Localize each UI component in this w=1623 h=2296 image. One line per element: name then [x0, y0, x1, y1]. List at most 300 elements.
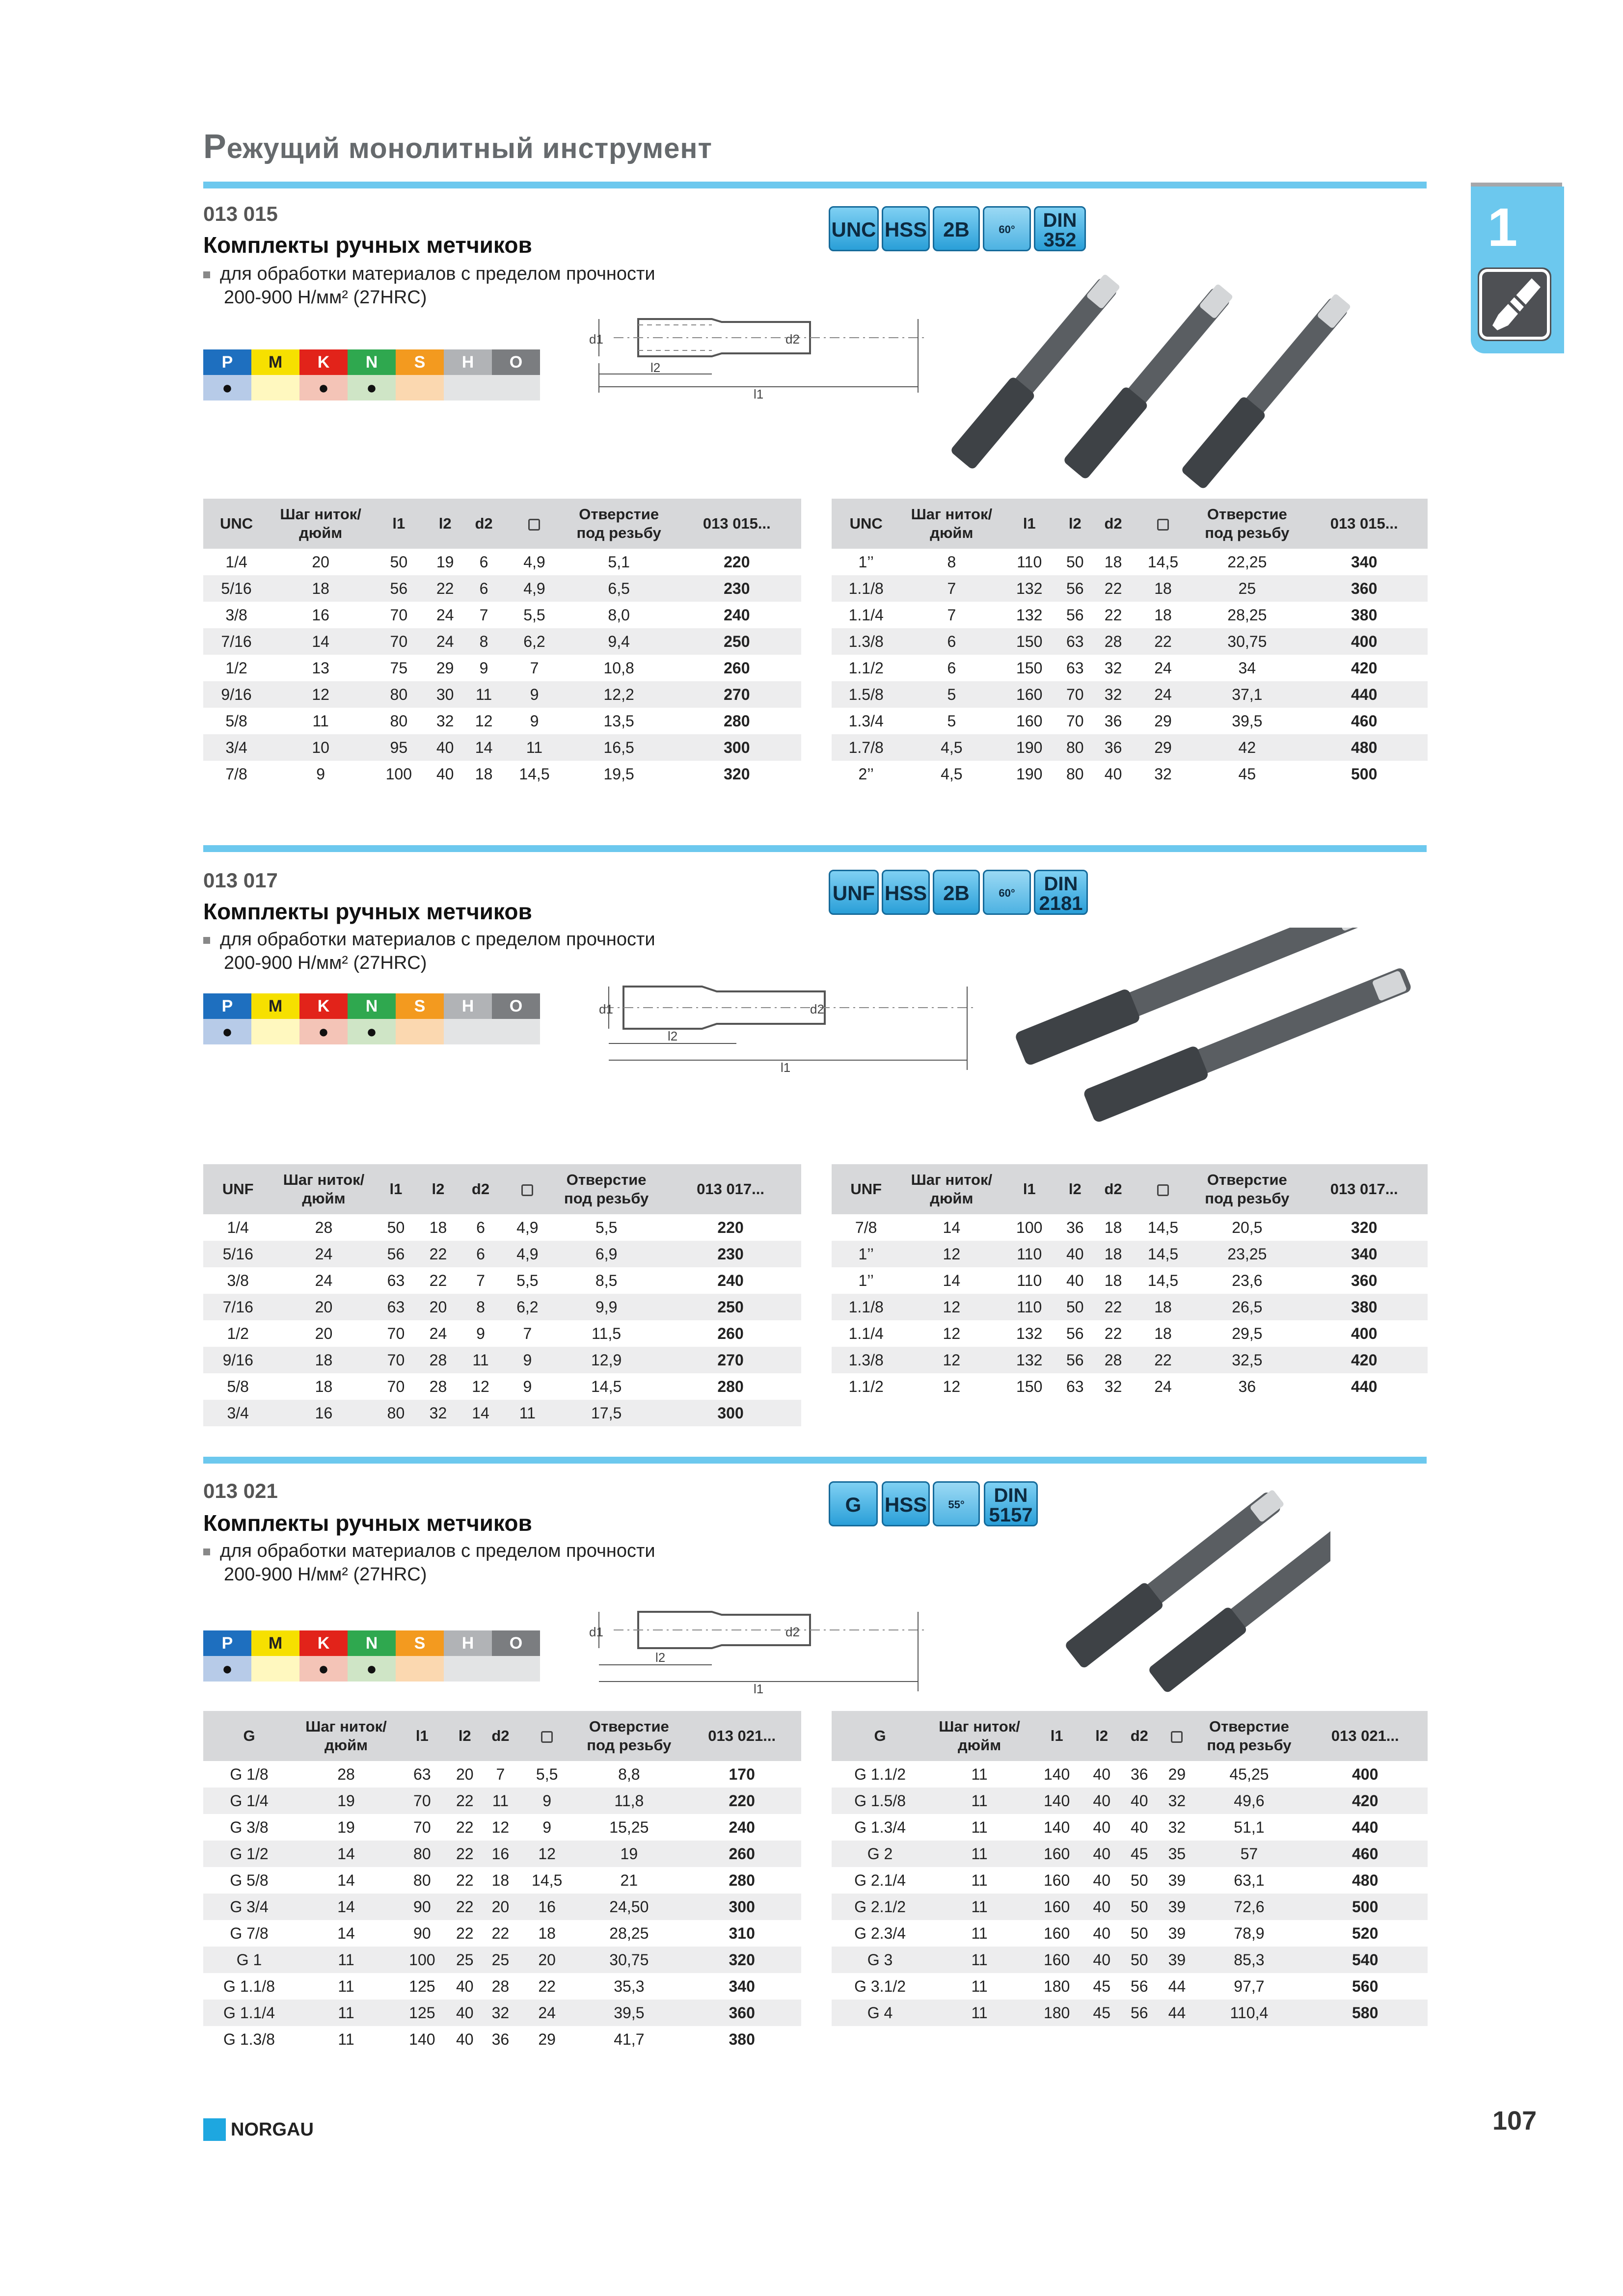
iso-n: N — [348, 993, 396, 1019]
table-cell: 11 — [295, 1947, 397, 1973]
table-cell: 6 — [464, 575, 503, 602]
table-cell: 20 — [312, 553, 329, 571]
table-cell: 32 — [436, 712, 454, 730]
table-cell: 50 — [1066, 553, 1084, 571]
table-cell: 5,5 — [536, 1765, 558, 1783]
table-cell: 12 — [475, 712, 493, 730]
table-cell: 70 — [375, 1347, 417, 1373]
iso-k-mark: ● — [299, 375, 348, 400]
column-header: l2 — [447, 1711, 483, 1761]
column-header: l1 — [375, 1164, 417, 1214]
table-row — [203, 575, 801, 602]
table-row — [832, 761, 1428, 787]
table-row — [832, 1241, 1428, 1267]
table-cell: 22 — [447, 1894, 483, 1920]
table-cell: 36 — [1131, 1765, 1148, 1783]
table-cell: 22,25 — [1227, 553, 1267, 571]
table-cell: 18 — [315, 1377, 333, 1395]
article-number-cell: 300 — [682, 1894, 801, 1920]
table-cell: 6 — [900, 628, 1002, 655]
table-cell: 160 — [1030, 1894, 1083, 1920]
table-cell: 12 — [900, 1241, 1002, 1267]
table-cell: 5 — [947, 712, 956, 730]
table-row — [203, 1241, 801, 1267]
table-cell: 14 — [943, 1271, 961, 1289]
iso-o-mark — [492, 1019, 540, 1044]
table-cell: 8,0 — [608, 606, 630, 624]
table-cell: 132 — [1002, 575, 1056, 602]
table-cell: 11,5 — [592, 1324, 622, 1342]
table-row — [203, 1347, 801, 1373]
table-cell: 6 — [947, 659, 956, 677]
table-cell: 18 — [475, 765, 493, 783]
label-l2: l2 — [650, 360, 661, 375]
iso-m: M — [251, 993, 299, 1019]
table-cell: 56 — [1056, 575, 1094, 602]
label-d1: d1 — [589, 1625, 603, 1639]
table-cell: 15,25 — [609, 1818, 649, 1836]
iso-o-mark — [492, 375, 540, 400]
brand-name: NORGAU — [231, 2119, 314, 2140]
table-cell: 1.7/8 — [832, 734, 900, 761]
table-cell: 40 — [436, 765, 454, 783]
table-cell: 24 — [518, 2000, 575, 2026]
table-cell: 22 — [429, 1271, 447, 1289]
table-row — [832, 2000, 1428, 2026]
column-header: d2 — [1094, 1164, 1132, 1214]
table-cell: 40 — [1093, 1765, 1111, 1783]
badge-unc: UNC — [829, 206, 879, 251]
table-cell: 19 — [337, 1818, 355, 1836]
column-header: Отверстие под резьбу — [575, 1711, 682, 1761]
table-header-row — [832, 1711, 1428, 1761]
table-cell: 1.1/2 — [848, 1377, 884, 1395]
column-header: Шаг ниток/ дюйм — [295, 1711, 397, 1761]
article-number-cell: 360 — [682, 2000, 801, 2026]
article-number-cell: 440 — [1351, 1377, 1378, 1395]
table-cell: 20,5 — [1232, 1218, 1263, 1236]
iso-s: S — [396, 349, 444, 375]
table-cell: G 2.1/4 — [854, 1871, 906, 1889]
table-cell: 40 — [1120, 1788, 1158, 1814]
table-row — [832, 575, 1428, 602]
table-row — [203, 761, 801, 787]
table-cell: 110,4 — [1195, 2000, 1302, 2026]
table-cell: 11 — [971, 1977, 988, 1995]
table-cell: 24 — [1154, 1377, 1172, 1395]
article-number-cell: 320 — [682, 1947, 801, 1973]
table-cell: 16,5 — [566, 734, 673, 761]
table-row — [203, 655, 801, 681]
table-cell: 1/2 — [225, 659, 247, 677]
table-cell: 40 — [456, 1977, 474, 1995]
label-l2: l2 — [655, 1650, 666, 1665]
article-number-cell: 500 — [1351, 765, 1378, 783]
table-cell: 22 — [1104, 606, 1122, 624]
table-cell: 1.5/8 — [832, 681, 900, 708]
table-cell: 110 — [1002, 1294, 1056, 1320]
table-cell: 56 — [372, 575, 426, 602]
article-number-cell: 380 — [1300, 1294, 1428, 1320]
table-cell: 57 — [1195, 1841, 1302, 1867]
table-row — [203, 1920, 801, 1947]
table-cell: 11 — [502, 1400, 553, 1426]
table-cell: 8 — [459, 1294, 502, 1320]
table-cell: G 1 — [203, 1947, 295, 1973]
table-cell: 12 — [518, 1841, 575, 1867]
table-cell: 80 — [390, 712, 408, 730]
table-cell: 70 — [413, 1818, 431, 1836]
table-cell: 28,25 — [609, 1924, 649, 1942]
table-cell: 11 — [928, 2000, 1030, 2026]
table-header-row — [832, 499, 1428, 549]
table-cell: 28 — [337, 1765, 355, 1783]
table-header-row — [203, 1164, 801, 1214]
table-row — [203, 602, 801, 628]
table-cell: 29 — [436, 659, 454, 677]
table-cell: 36 — [1104, 712, 1122, 730]
table-cell: 12 — [491, 1818, 510, 1836]
table-cell: 132 — [1002, 1347, 1056, 1373]
article-number-cell: 250 — [660, 1294, 801, 1320]
table-cell: 63 — [387, 1271, 405, 1289]
table-cell: 18 — [270, 575, 372, 602]
table-cell: 80 — [413, 1871, 431, 1889]
table-cell: 12 — [900, 1347, 1002, 1373]
table-cell: 24 — [426, 628, 464, 655]
table-cell: 1/4 — [227, 1218, 249, 1236]
section-code: 013 017 — [203, 869, 278, 892]
article-number-cell: 440 — [1300, 681, 1428, 708]
table-cell: 4,9 — [523, 553, 545, 571]
table-cell: 44 — [1158, 2000, 1195, 2026]
table-cell: 29 — [1154, 712, 1172, 730]
table-cell: 160 — [1002, 681, 1056, 708]
table-cell: 40 — [1093, 1924, 1111, 1942]
table-row — [203, 734, 801, 761]
column-header: l2 — [1056, 1164, 1094, 1214]
table-cell: 10,8 — [603, 659, 634, 677]
table-cell: 40 — [1083, 1894, 1120, 1920]
badge-din: DIN 2181 — [1034, 870, 1088, 915]
section-code: 013 015 — [203, 202, 278, 225]
section-title: Комплекты ручных метчиков — [203, 899, 532, 924]
table-cell: 50 — [390, 553, 408, 571]
table-cell: 30 — [426, 681, 464, 708]
table-cell: G 1.3/4 — [854, 1818, 906, 1836]
article-number-cell: 400 — [1300, 628, 1428, 655]
table-cell: 24 — [436, 606, 454, 624]
table-cell: G 3 — [832, 1947, 928, 1973]
table-cell: 56 — [1066, 606, 1084, 624]
table-cell: 50 — [1120, 1894, 1158, 1920]
table-cell: 14 — [337, 1871, 355, 1889]
table-cell: 6 — [479, 553, 488, 571]
table-row — [832, 655, 1428, 681]
column-header: 013 021... — [682, 1711, 801, 1761]
table-row — [832, 1761, 1428, 1788]
table-cell: 28 — [417, 1347, 459, 1373]
table-cell: 8 — [947, 553, 956, 571]
section-divider — [203, 1457, 1427, 1464]
table-cell: 125 — [397, 2000, 447, 2026]
article-number-cell: 500 — [1302, 1894, 1428, 1920]
table-cell: 70 — [397, 1788, 447, 1814]
table-cell: 4,9 — [502, 1241, 553, 1267]
table-cell: 80 — [1056, 734, 1094, 761]
iso-h-mark — [444, 1656, 492, 1682]
table-row — [832, 1347, 1428, 1373]
table-cell: 5 — [900, 681, 1002, 708]
table-cell: 32 — [1094, 681, 1132, 708]
article-number-cell: 400 — [1352, 1765, 1379, 1783]
table-cell: 32 — [1154, 765, 1172, 783]
table-cell: 24 — [1133, 681, 1194, 708]
column-header: l2 — [1056, 499, 1094, 549]
table-cell: 14,5 — [591, 1377, 622, 1395]
iso-material-table — [203, 1630, 540, 1682]
table-cell: 70 — [387, 1377, 405, 1395]
spec-table-013017-a — [203, 1164, 801, 1426]
table-row — [203, 1214, 801, 1241]
table-cell: 3/4 — [203, 734, 270, 761]
table-cell: 90 — [397, 1894, 447, 1920]
article-number-cell: 170 — [729, 1765, 755, 1783]
column-header: Отверстие под резьбу — [566, 499, 673, 549]
table-cell: 39 — [1168, 1871, 1186, 1889]
column-header: 013 021... — [1302, 1711, 1428, 1761]
table-cell: 14,5 — [1147, 1271, 1179, 1289]
table-cell: 51,1 — [1234, 1818, 1265, 1836]
table-cell: 72,6 — [1195, 1894, 1302, 1920]
table-cell: 7 — [900, 575, 1002, 602]
tap-set-photo — [1001, 928, 1434, 1134]
table-cell: 110 — [1017, 553, 1042, 571]
table-cell: 22 — [538, 1977, 556, 1995]
table-row — [203, 628, 801, 655]
table-row — [832, 1788, 1428, 1814]
table-cell: 11 — [928, 1841, 1030, 1867]
table-cell: 16 — [518, 1894, 575, 1920]
table-cell: 100 — [1016, 1218, 1043, 1236]
table-cell: 18 — [1154, 606, 1172, 624]
tap-dimension-drawing — [594, 967, 987, 1080]
label-l1: l1 — [754, 387, 764, 401]
table-cell: 9 — [530, 712, 539, 730]
table-cell: 12,9 — [553, 1347, 660, 1373]
table-cell: 132 — [1016, 606, 1043, 624]
table-cell: 9 — [503, 681, 565, 708]
iso-o: O — [492, 993, 540, 1019]
table-cell: 11 — [312, 712, 329, 730]
table-cell: 140 — [1043, 1818, 1070, 1836]
table-cell: 5/8 — [225, 712, 247, 730]
drill-icon — [1478, 267, 1551, 341]
table-cell: 13,5 — [603, 712, 634, 730]
table-cell: G 3.1/2 — [854, 1977, 906, 1995]
table-cell: 26,5 — [1193, 1294, 1300, 1320]
table-cell: 28 — [1094, 1347, 1132, 1373]
article-number-cell: 340 — [1300, 1241, 1428, 1267]
column-header: l2 — [426, 499, 464, 549]
article-number-cell: 260 — [682, 1841, 801, 1867]
table-cell: 12,2 — [566, 681, 673, 708]
iso-n-mark: ● — [348, 375, 396, 400]
table-cell: 11 — [928, 1947, 1030, 1973]
table-row — [832, 1214, 1428, 1241]
table-cell: G 2 — [832, 1841, 928, 1867]
table-cell: 1.3/4 — [848, 712, 884, 730]
table-cell: 11 — [971, 1765, 988, 1783]
table-cell: 70 — [387, 1324, 405, 1342]
table-cell: 56 — [375, 1241, 417, 1267]
table-cell: 1.3/8 — [832, 1347, 900, 1373]
table-cell: 32 — [1168, 1818, 1186, 1836]
iso-k-mark: ● — [299, 1019, 348, 1044]
column-header: Отверстие под резьбу — [553, 1164, 660, 1214]
table-row — [832, 1814, 1428, 1841]
table-cell: 28 — [491, 1977, 510, 1995]
table-cell: 20 — [315, 1324, 333, 1342]
table-cell: 7 — [496, 1765, 505, 1783]
table-cell: 40 — [1083, 1841, 1120, 1867]
table-cell: 23,6 — [1232, 1271, 1263, 1289]
table-cell: 2’’ — [858, 765, 874, 783]
section-title: Комплекты ручных метчиков — [203, 232, 532, 258]
table-cell: 14 — [337, 1924, 355, 1942]
table-cell: 63 — [1056, 628, 1094, 655]
label-l1: l1 — [754, 1682, 764, 1696]
column-header: UNF — [203, 1164, 272, 1214]
table-cell: 28 — [1094, 628, 1132, 655]
section-description: для обработки материалов с пределом прочности 200-900 Н/мм² (27HRC) — [203, 262, 655, 309]
table-cell: 23,25 — [1193, 1241, 1300, 1267]
table-cell: 29 — [1168, 1765, 1186, 1783]
bullet-icon — [203, 937, 210, 944]
thread-angle-icon: 55° — [933, 1481, 980, 1526]
column-header: Шаг ниток/ дюйм — [900, 499, 1002, 549]
table-cell: 40 — [1056, 1241, 1094, 1267]
iso-s-mark — [396, 1656, 444, 1682]
table-cell: 8 — [464, 628, 503, 655]
label-d1: d1 — [589, 332, 603, 347]
spec-table-013015-a — [203, 499, 801, 787]
article-number-cell: 440 — [1352, 1818, 1379, 1836]
page-number: 107 — [1492, 2106, 1537, 2136]
table-cell: 40 — [1083, 1788, 1120, 1814]
table-cell: 50 — [1056, 1294, 1094, 1320]
table-cell: 5/16 — [203, 575, 270, 602]
iso-h-mark — [444, 1019, 492, 1044]
table-cell: G 1.1/2 — [854, 1765, 906, 1783]
table-row — [832, 1373, 1428, 1400]
column-header: UNC — [832, 499, 900, 549]
table-row — [203, 1267, 801, 1294]
table-cell: 11 — [464, 681, 503, 708]
table-cell: 1’’ — [858, 1271, 874, 1289]
table-row — [832, 1294, 1428, 1320]
table-cell: 70 — [390, 606, 408, 624]
article-number-cell: 420 — [1351, 659, 1378, 677]
table-cell: 9,4 — [566, 628, 673, 655]
iso-p-mark: ● — [203, 1656, 251, 1682]
table-row — [832, 602, 1428, 628]
iso-o: O — [492, 1630, 540, 1656]
table-cell: 4,5 — [941, 765, 963, 783]
table-cell: 190 — [1002, 734, 1056, 761]
iso-o-mark — [492, 1656, 540, 1682]
article-number-cell: 270 — [660, 1347, 801, 1373]
table-cell: 40 — [1066, 1271, 1084, 1289]
table-cell: 100 — [385, 765, 412, 783]
table-cell: 16 — [312, 606, 329, 624]
table-cell: 11 — [928, 1788, 1030, 1814]
table-cell: 20 — [272, 1294, 375, 1320]
section-title: Комплекты ручных метчиков — [203, 1510, 532, 1536]
table-cell: 7 — [476, 1271, 485, 1289]
table-cell: 7/8 — [855, 1218, 877, 1236]
table-cell: 40 — [1093, 1818, 1111, 1836]
column-header: d2 — [483, 1711, 518, 1761]
table-row — [203, 1294, 801, 1320]
table-cell: 22 — [447, 1841, 483, 1867]
badge-2b: 2B — [933, 870, 980, 915]
table-cell: 140 — [409, 2030, 435, 2048]
iso-k: K — [299, 349, 348, 375]
table-cell: G 2.3/4 — [854, 1924, 906, 1942]
table-cell: 49,6 — [1195, 1788, 1302, 1814]
table-cell: 50 — [1120, 1947, 1158, 1973]
table-row — [203, 1373, 801, 1400]
table-cell: 6,5 — [566, 575, 673, 602]
table-cell: 18 — [1104, 1271, 1122, 1289]
table-row — [832, 681, 1428, 708]
table-cell: 1’’ — [832, 1241, 900, 1267]
thread-angle-icon: 60° — [983, 206, 1031, 251]
table-cell: 24 — [315, 1271, 333, 1289]
table-cell: 35,3 — [614, 1977, 645, 1995]
column-header: 013 015... — [1300, 499, 1428, 549]
table-row — [832, 1947, 1428, 1973]
table-cell: 150 — [1016, 659, 1043, 677]
table-cell: 22 — [1094, 575, 1132, 602]
table-cell: 24 — [1154, 659, 1172, 677]
table-row — [203, 681, 801, 708]
table-row — [203, 549, 801, 575]
table-cell: 7 — [530, 659, 539, 677]
article-number-cell: 360 — [1351, 1271, 1378, 1289]
table-cell: 40 — [447, 2000, 483, 2026]
table-cell: 45 — [1238, 765, 1256, 783]
table-cell: 100 — [397, 1947, 447, 1973]
iso-o: O — [492, 349, 540, 375]
square-size-icon — [503, 499, 565, 549]
article-number-cell: 240 — [724, 606, 750, 624]
table-cell: 180 — [1043, 1977, 1070, 1995]
table-cell: 22 — [417, 1241, 459, 1267]
table-cell: 160 — [1030, 1947, 1083, 1973]
table-cell: 18 — [1104, 553, 1122, 571]
table-cell: 32 — [1104, 1377, 1122, 1395]
table-cell: 20 — [483, 1894, 518, 1920]
table-cell: 132 — [1016, 1324, 1043, 1342]
table-cell: 75 — [390, 659, 408, 677]
table-cell: 11 — [483, 1788, 518, 1814]
article-number-cell: 230 — [660, 1241, 801, 1267]
table-cell: 35 — [1158, 1841, 1195, 1867]
table-cell: 180 — [1030, 2000, 1083, 2026]
table-cell: 29,5 — [1232, 1324, 1263, 1342]
